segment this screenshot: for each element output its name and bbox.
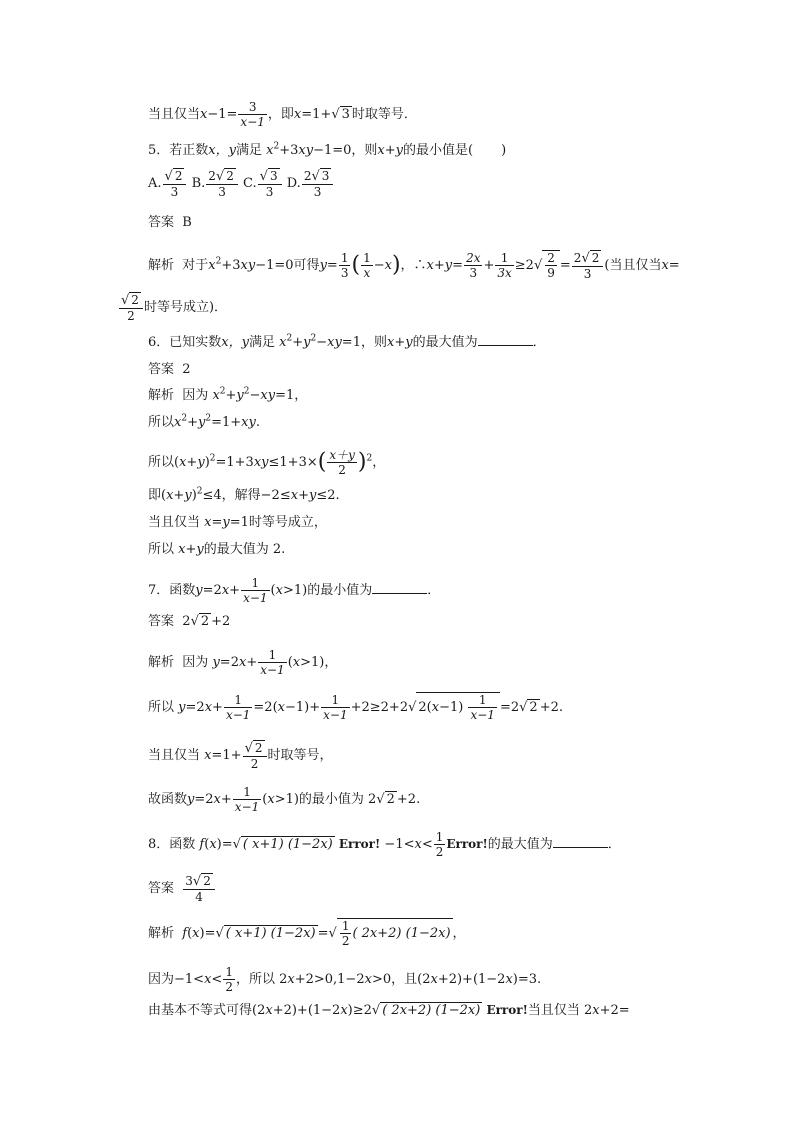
solution-8: 解析 f(x)=√ ( x+1) (1−2x) =√ $\frac{1}{2}$ ( 2x+2) (1−2x) ， <box>148 919 466 948</box>
answer-blank <box>478 333 533 346</box>
option-a: A. $\frac{√ 2}{3}$ <box>148 176 187 191</box>
solution-7-line3: 当且仅当 x=1+ $\frac{√ 2}{2}$ 时取等号， <box>148 741 333 771</box>
question-8: 8．函数 f(x)=√ ( x+1) (1−2x) Error! −1<x< $\frac{1}{2}$ Error!的最大值为 ． <box>148 830 621 859</box>
option-c: C. $\frac{√ 3}{3}$ <box>243 176 283 191</box>
text-line: 当且仅当x−1= $\frac{3}{x-1}$ ，即x=1+√ 3 时取等号． <box>148 100 417 129</box>
solution-5: 解析 对于$x^2+3xy-1=0$可得y= $\frac{1}{3}$ ( $\frac{1}{x}$ −x)，∴x+y= $\frac{2x}{3}$ + $\frac{1}{3x}$ ≥2√ $\frac{2}{9}$ = $\frac{2√ 2}{3}$ (当且仅当x= <box>148 251 680 281</box>
question-7: 7．函数y=2x+ $\frac{1}{x-1}$ (x>1)的最小值为 ． <box>148 576 441 605</box>
fraction: $\frac{3}{x-1}$ <box>240 100 265 129</box>
answer-5: 答案 B <box>148 215 192 230</box>
solution-7-line4: 故函数y=2x+ $\frac{1}{x-1}$ (x>1)的最小值为 2√ 2 +2. <box>148 785 421 814</box>
answer-6: 答案 2 <box>148 362 191 377</box>
solution-6-line4: 即$(x+y)^2\le 4$，解得−2≤x+y≤2. <box>148 486 340 503</box>
answer-blank <box>553 835 608 848</box>
solution-5-cont: $\frac{√ 2}{2}$ 时等号成立)． <box>121 293 228 323</box>
question-6: 6．已知实数x，y满足 $x^2+y^2-xy=1$，则x+y的最大值为 ． <box>148 333 546 350</box>
solution-8-line3: 由基本不等式可得(2x+2)+(1−2x)≥2√ ( 2x+2) (1−2x) Error!当且仅当 2x+2= <box>148 1003 630 1018</box>
solution-7-line2: 所以 y=2x+ $\frac{1}{x-1}$ =2(x−1)+ $\frac{1}{x-1}$ +2≥2+2√ 2(x−1) $\frac{1}{x-1}$ =2√ 2 +2. <box>148 693 563 722</box>
solution-7: 解析 因为 y=2x+ $\frac{1}{x-1}$ (x>1)， <box>148 648 338 677</box>
solution-6: 解析 因为 $x^2+y^2-xy=1$， <box>148 386 308 403</box>
solution-6-line2: 所以$x^2+y^2=1+xy$. <box>148 413 260 430</box>
option-d: D. $\frac{2√ 3}{3}$ <box>287 176 335 191</box>
answer-8: 答案 $\frac{3√ 2}{4}$ <box>148 873 216 904</box>
answer-blank <box>372 581 427 594</box>
solution-8-line2: 因为−1<x< $\frac{1}{2}$ ，所以 2x+2>0,1−2x>0，且(2x+2)+(1−2x)=3. <box>148 965 542 994</box>
solution-6-line5: 当且仅当 x=y=1时等号成立， <box>148 515 327 530</box>
option-b: B. $\frac{2√ 2}{3}$ <box>192 176 239 191</box>
answer-7: 答案 2√ 2 +2 <box>148 614 231 629</box>
solution-6-line6: 所以 x+y的最大值为 2. <box>148 542 286 557</box>
solution-6-line3: 所以$(x+y)^2=1+3xy\le 1+3\times$( $\frac{x+y}{2}$ )$^2$， <box>148 448 386 477</box>
question-5: 5．若正数x，y满足 $x^2+3xy-1=0$，则x+y的最小值是( ) <box>148 141 507 158</box>
options-line <box>148 168 334 199</box>
